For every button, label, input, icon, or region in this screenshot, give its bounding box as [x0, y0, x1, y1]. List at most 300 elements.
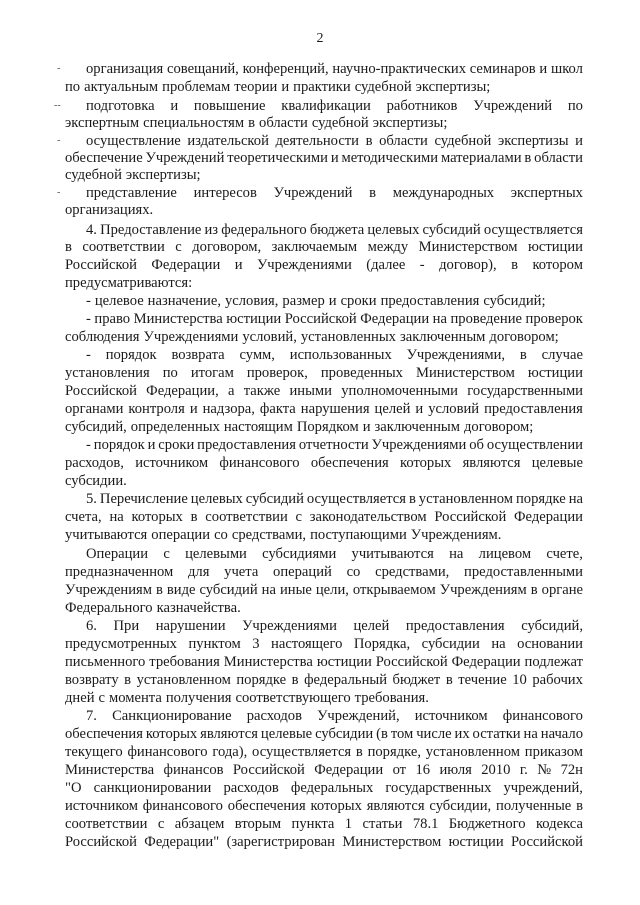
- word: юстиции: [226, 311, 282, 327]
- word: в: [190, 509, 198, 525]
- word: Министерством: [415, 365, 515, 381]
- text-line: [86, 132, 583, 150]
- list-marker: -: [57, 187, 61, 198]
- list-marker: -: [57, 135, 61, 146]
- word: судебной: [65, 167, 122, 183]
- word: на: [261, 582, 276, 598]
- word: кодекса: [535, 816, 583, 832]
- text-line: [65, 833, 583, 851]
- word: бюджет: [392, 672, 441, 688]
- word: письменного: [65, 654, 146, 670]
- word: Учреждениями,: [406, 347, 506, 363]
- word: и: [170, 98, 179, 114]
- word: (зарегистрирован: [226, 834, 335, 850]
- word: Учреждениями: [256, 257, 352, 273]
- text-line: [65, 743, 583, 761]
- word: области: [259, 115, 308, 131]
- word: Учреждений: [473, 98, 553, 114]
- list-marker: -: [57, 63, 61, 74]
- word: заключенным: [374, 419, 460, 435]
- word: котором: [532, 257, 583, 273]
- word: лицевом: [478, 546, 532, 562]
- word: обеспечения: [65, 726, 143, 742]
- word: рабочих: [532, 672, 583, 688]
- word: -: [86, 347, 91, 363]
- word: субсидии,: [429, 798, 492, 814]
- word: пункта: [291, 816, 335, 832]
- word: договором;: [463, 419, 534, 435]
- word: издательской: [187, 133, 269, 149]
- word: течение: [458, 672, 507, 688]
- word: Министерством: [418, 239, 518, 255]
- word: (в: [376, 726, 388, 742]
- word: со: [214, 527, 228, 543]
- word: конференций,: [242, 61, 329, 77]
- text-line: [65, 382, 583, 400]
- word: расходов: [246, 708, 302, 724]
- word: субсидий: [245, 491, 304, 507]
- word: Российской: [375, 654, 448, 670]
- word: -: [86, 311, 91, 327]
- word: Учреждений: [273, 185, 353, 201]
- word: деятельности: [275, 133, 359, 149]
- text-line: [86, 292, 550, 310]
- word: субсидии.: [65, 473, 127, 489]
- word: подлежат: [524, 654, 583, 670]
- word: организациях.: [65, 202, 154, 218]
- word: расходов: [223, 780, 279, 796]
- word: Российской: [434, 509, 507, 525]
- word: соответствии: [65, 816, 148, 832]
- word: специальностям: [143, 115, 245, 131]
- word: требования.: [354, 690, 429, 706]
- word: При: [113, 618, 140, 634]
- word: соблюдения: [65, 329, 140, 345]
- word: в: [369, 185, 377, 201]
- word: надзора,: [202, 401, 255, 417]
- word: договор),: [439, 257, 497, 273]
- word: на: [523, 726, 538, 742]
- word: на: [449, 546, 464, 562]
- word: школ: [550, 61, 583, 77]
- word: федеральных: [290, 780, 374, 796]
- text-line: [86, 60, 583, 78]
- word: целей: [353, 618, 390, 634]
- page-number: 2: [316, 31, 324, 46]
- word: дней: [65, 690, 95, 706]
- word: интересов: [193, 185, 257, 201]
- text-line: [86, 184, 583, 202]
- text-line: [65, 653, 583, 671]
- word: из: [204, 222, 219, 238]
- word: уполномоченными: [341, 383, 458, 399]
- word: контроля: [128, 401, 185, 417]
- text-line: [65, 815, 583, 833]
- word: являются: [366, 798, 425, 814]
- word: в: [519, 347, 527, 363]
- text-line: [65, 725, 583, 743]
- word: представление: [86, 185, 177, 201]
- word: Предоставление: [100, 222, 202, 238]
- word: с: [157, 816, 165, 832]
- word: порядке: [236, 672, 287, 688]
- word: Министерства: [223, 654, 313, 670]
- word: средствами,: [231, 527, 307, 543]
- text-line: [65, 274, 225, 292]
- word: материалами: [440, 150, 522, 166]
- word: получения: [165, 690, 232, 706]
- word: заключаемым: [271, 239, 358, 255]
- word: условий,: [242, 329, 297, 345]
- word: организация: [86, 61, 164, 77]
- word: финансового: [502, 708, 583, 724]
- word: целевые: [260, 726, 313, 742]
- word: том: [390, 726, 414, 742]
- word: Учреждениями: [242, 618, 337, 634]
- word: и: [362, 419, 371, 435]
- word: в: [291, 672, 299, 688]
- word: и: [539, 61, 548, 77]
- word: совещаний,: [166, 61, 239, 77]
- text-line: [86, 490, 583, 508]
- word: на: [432, 311, 447, 327]
- word: осуществляется: [306, 491, 406, 507]
- word: семинаров: [469, 61, 536, 77]
- word: в: [408, 491, 416, 507]
- word: теории: [234, 79, 278, 95]
- word: между: [367, 239, 409, 255]
- word: Федерации: [360, 311, 430, 327]
- word: основании: [517, 636, 583, 652]
- word: Российской: [284, 311, 357, 327]
- word: предназначенном: [65, 564, 174, 580]
- word: экспертных: [510, 185, 583, 201]
- word: проверок,: [246, 365, 308, 381]
- word: Федерации: [151, 257, 221, 273]
- word: субсидий,: [65, 419, 127, 435]
- word: назначение,: [147, 293, 221, 309]
- text-line: [65, 238, 583, 256]
- word: экспертным: [65, 115, 140, 131]
- word: установленном: [418, 491, 514, 507]
- word: факта: [259, 401, 296, 417]
- word: целевое: [94, 293, 144, 309]
- word: Учреждениями: [143, 329, 239, 345]
- word: порядок: [93, 437, 145, 453]
- word: -: [86, 437, 91, 453]
- text-line: [86, 221, 583, 239]
- word: с: [295, 509, 303, 525]
- word: остатки: [472, 726, 521, 742]
- word: источником: [135, 455, 209, 471]
- word: момента: [109, 690, 162, 706]
- word: №: [537, 762, 552, 778]
- word: в: [576, 798, 583, 814]
- word: -: [86, 293, 91, 309]
- word: Порядком: [296, 419, 359, 435]
- word: Перечисление: [99, 491, 188, 507]
- text-line: [65, 201, 173, 219]
- word: числе: [416, 726, 452, 742]
- word: обеспечения: [310, 455, 389, 471]
- word: виде: [166, 582, 196, 598]
- word: 2010: [481, 762, 511, 778]
- word: которых: [145, 726, 198, 742]
- word: актуальным: [84, 79, 159, 95]
- word: государственными: [467, 383, 583, 399]
- word: судебной: [434, 133, 492, 149]
- word: осуществление: [86, 133, 181, 149]
- word: предоставления: [380, 293, 480, 309]
- word: июля: [439, 762, 472, 778]
- word: итогам: [190, 365, 234, 381]
- word: Операции: [86, 546, 149, 562]
- word: абзацем: [174, 816, 225, 832]
- word: Российской: [65, 383, 137, 399]
- word: настоящим: [223, 419, 293, 435]
- word: 3: [252, 636, 260, 652]
- word: в: [355, 744, 363, 760]
- word: вторым: [234, 816, 282, 832]
- word: которых: [310, 798, 362, 814]
- word: работников: [386, 98, 458, 114]
- word: проверок: [525, 311, 583, 327]
- word: проведенных: [320, 365, 403, 381]
- word: и: [189, 401, 198, 417]
- word: осуществлении: [486, 437, 583, 453]
- word: установления: [65, 365, 150, 381]
- word: Учреждениям.: [410, 527, 502, 543]
- word: в: [524, 150, 532, 166]
- word: предоставления: [484, 401, 583, 417]
- word: порядке,: [367, 744, 421, 760]
- word: юстиции: [527, 239, 583, 255]
- word: Федерации: [314, 762, 384, 778]
- word: учитываются: [351, 546, 434, 562]
- word: операций: [273, 564, 332, 580]
- word: полученные: [496, 798, 572, 814]
- word: Учреждениями: [371, 437, 467, 453]
- word: возврата: [171, 347, 225, 363]
- list-marker: --: [54, 100, 61, 111]
- word: Санкционирование: [112, 708, 232, 724]
- word: осуществляется: [483, 222, 583, 238]
- word: источником: [65, 798, 138, 814]
- word: области: [379, 133, 428, 149]
- word: в: [156, 582, 163, 598]
- word: а: [228, 383, 235, 399]
- word: Российской: [511, 834, 583, 850]
- text-line: [86, 436, 583, 454]
- word: Учреждений,: [317, 708, 400, 724]
- text-line: [65, 78, 491, 96]
- text-line: [65, 472, 127, 490]
- text-line: [65, 418, 541, 436]
- word: также: [243, 383, 281, 399]
- word: поступающими: [310, 527, 407, 543]
- word: субсидиями: [262, 546, 337, 562]
- word: финансового: [127, 744, 208, 760]
- word: методическими: [341, 150, 439, 166]
- word: 78.1: [412, 816, 439, 832]
- word: договором;: [489, 329, 559, 345]
- word: от: [392, 762, 407, 778]
- word: федеральный: [304, 672, 388, 688]
- word: иные: [279, 582, 312, 598]
- word: Министерством: [342, 834, 442, 850]
- word: научно-практических: [332, 61, 467, 77]
- word: -: [419, 257, 425, 273]
- word: соответствующего: [235, 690, 351, 706]
- word: которых: [131, 509, 183, 525]
- word: по: [65, 79, 81, 95]
- word: нарушении: [155, 618, 226, 634]
- word: на: [568, 491, 583, 507]
- word: порядок: [105, 347, 157, 363]
- word: 72н: [560, 762, 583, 778]
- word: порядке: [516, 491, 566, 507]
- word: санкционировании: [93, 780, 212, 796]
- word: средствами,: [375, 564, 450, 580]
- word: экспертизы;: [125, 167, 201, 183]
- word: в: [65, 239, 72, 255]
- text-line: [86, 346, 583, 364]
- text-line: [65, 364, 583, 382]
- word: договором,: [192, 239, 262, 255]
- word: предоставленными: [464, 564, 583, 580]
- word: 10: [512, 672, 527, 688]
- word: целей: [374, 401, 411, 417]
- word: юстиции: [448, 834, 504, 850]
- word: г.: [519, 762, 528, 778]
- word: Учреждениям: [439, 582, 527, 598]
- word: сумм,: [239, 347, 275, 363]
- word: на: [109, 509, 124, 525]
- word: предоставления: [405, 618, 505, 634]
- word: целевыми: [185, 546, 247, 562]
- word: субсидии: [421, 636, 480, 652]
- word: международных: [392, 185, 495, 201]
- word: экспертизы: [497, 133, 569, 149]
- word: соответствии: [82, 239, 165, 255]
- word: предоставления: [197, 437, 296, 453]
- word: счете,: [546, 546, 583, 562]
- word: операции: [151, 527, 211, 543]
- word: отчетности: [298, 437, 369, 453]
- word: соответствии: [205, 509, 288, 525]
- text-line: [65, 581, 583, 599]
- word: по: [567, 98, 583, 114]
- text-line: [86, 545, 583, 563]
- word: бюджета: [309, 222, 365, 238]
- text-line: [65, 599, 243, 617]
- word: экспертизы;: [415, 79, 491, 95]
- word: Российской: [232, 762, 305, 778]
- word: и: [234, 257, 243, 273]
- word: текущего: [65, 744, 123, 760]
- word: (далее: [366, 257, 406, 273]
- word: в: [248, 115, 256, 131]
- word: судебной: [354, 79, 412, 95]
- word: в: [365, 133, 373, 149]
- word: учитываются: [65, 527, 148, 543]
- word: сроки: [158, 437, 195, 453]
- word: на: [491, 636, 506, 652]
- word: цели,: [315, 582, 349, 598]
- word: области: [534, 150, 583, 166]
- word: органе: [541, 582, 583, 598]
- word: требования: [149, 654, 220, 670]
- word: расходов,: [65, 455, 124, 471]
- word: в: [511, 257, 518, 273]
- word: и: [281, 79, 290, 95]
- word: финансового: [219, 455, 300, 471]
- word: субсидий: [422, 222, 481, 238]
- word: государственных: [385, 780, 492, 796]
- word: Федерации,: [146, 383, 219, 399]
- text-line: [86, 707, 583, 725]
- word: Порядка,: [353, 636, 411, 652]
- text-line: [65, 454, 583, 472]
- word: целевых: [190, 491, 243, 507]
- word: субсидии: [315, 726, 374, 742]
- word: использованных: [289, 347, 392, 363]
- word: пунктом: [188, 636, 241, 652]
- word: финансов: [163, 762, 224, 778]
- word: Российской: [65, 834, 137, 850]
- word: повышение: [193, 98, 266, 114]
- word: 5.: [86, 491, 97, 507]
- word: и: [328, 293, 337, 309]
- word: целевые: [531, 455, 583, 471]
- word: счета,: [65, 509, 102, 525]
- word: являются: [200, 726, 258, 742]
- word: источником: [414, 708, 488, 724]
- word: нарушения: [300, 401, 370, 417]
- word: учета: [224, 564, 259, 580]
- word: осуществляется: [252, 744, 352, 760]
- word: являются: [462, 455, 521, 471]
- word: юстиции: [527, 365, 583, 381]
- word: юстиции: [316, 654, 372, 670]
- word: приказом: [524, 744, 583, 760]
- text-line: [65, 671, 583, 689]
- word: 4.: [86, 222, 97, 238]
- word: и: [575, 133, 583, 149]
- word: с: [98, 690, 106, 706]
- word: Учреждений: [145, 150, 225, 166]
- word: Федерации: [451, 654, 521, 670]
- word: открываемом: [352, 582, 436, 598]
- word: квалификации: [281, 98, 371, 114]
- word: практики: [293, 79, 351, 95]
- word: статьи: [362, 816, 403, 832]
- text-line: [65, 400, 583, 418]
- text-line: [65, 563, 583, 581]
- word: с: [163, 546, 170, 562]
- word: года),: [212, 744, 248, 760]
- word: обеспечения: [227, 798, 306, 814]
- word: определенных: [130, 419, 220, 435]
- word: обеспечение: [65, 150, 143, 166]
- text-line: [65, 256, 583, 274]
- word: Федерации: [514, 509, 583, 525]
- word: Министерства: [65, 762, 155, 778]
- text-line: [65, 114, 448, 132]
- word: их: [454, 726, 470, 742]
- word: которых: [399, 455, 452, 471]
- word: условий: [428, 401, 480, 417]
